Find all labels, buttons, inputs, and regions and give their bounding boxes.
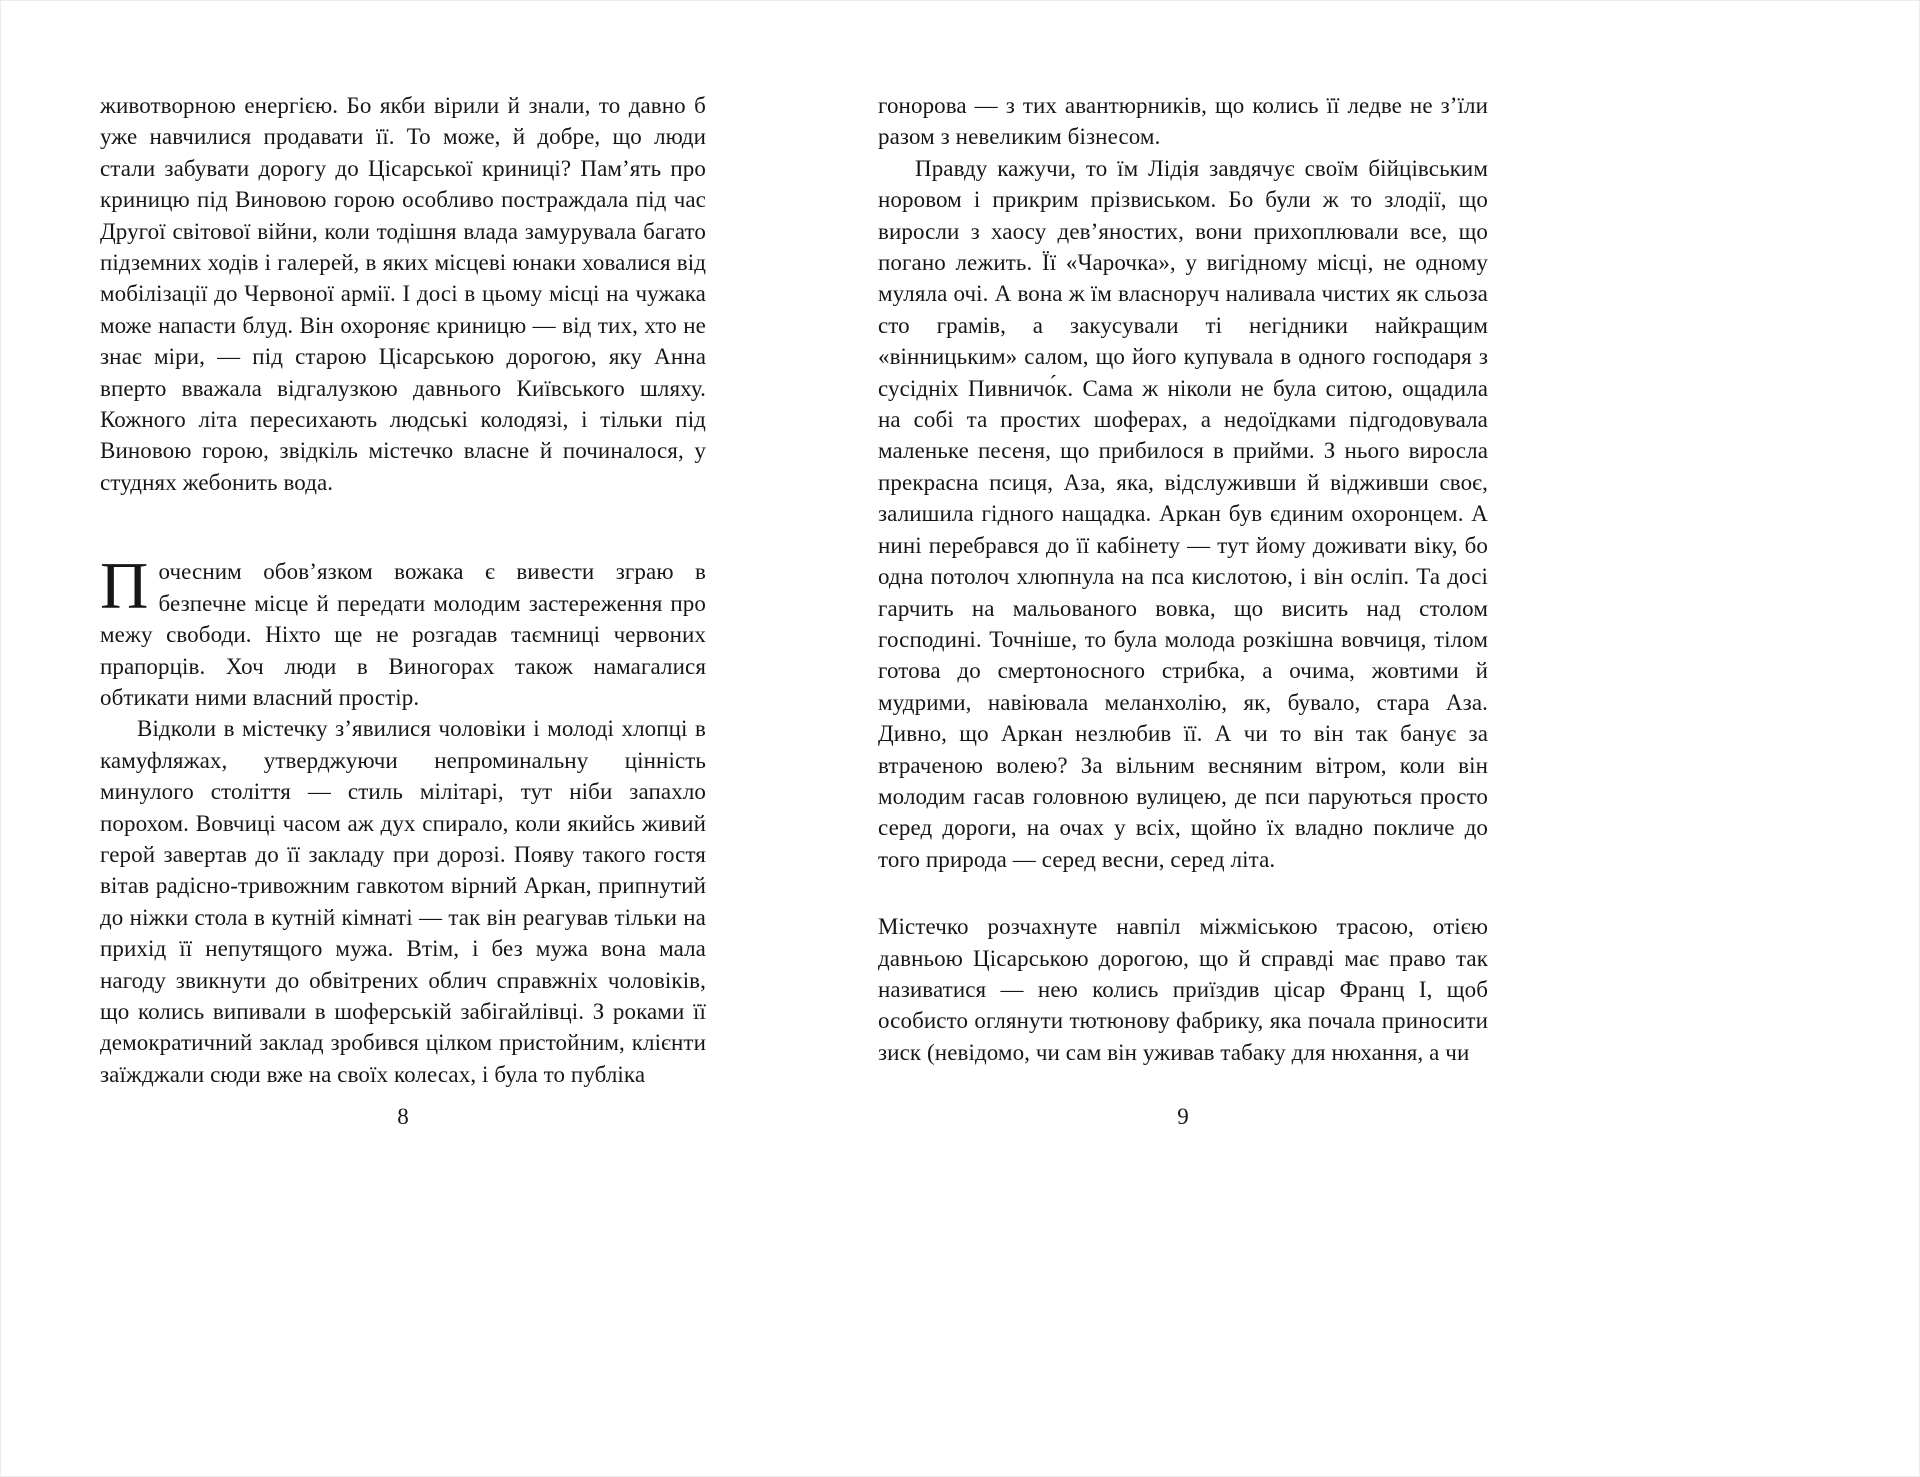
page-number-right: 9	[1177, 1104, 1189, 1129]
left-page-text-column	[100, 90, 706, 1090]
page-number-left: 8	[397, 1104, 409, 1129]
paragraph-continuation: гонорова — з тих авантюрників, що колись її ледве не з’їли разом з невеликим бізнесом.	[878, 93, 1488, 150]
paragraph-continuation: животворною енергією. Бо якби вірили й знали, то давно б уже навчилися продавати її. То може, й добре, що люди стали забувати дорогу до Цісарської криниці? Пам’ять про криницю під Виновою горою особливо постраждала під час Другої світової війни, коли тодішня влада замурувала багато підземних ходів і галерей, в яких місцеві юнаки ховалися від мобілізації до Червоної армії. І досі в цьому місці на чужака може напасти блуд. Він охороняє криницю — від тих, хто не знає міри, — під старою Цісарською дорогою, яку Анна вперто вважала відгалузкою давнього Київського шляху. Кожного літа пересихають людські колодязі, і тільки під Виновою горою, звідкіль містечко власне й починалося, у студнях жебонить вода.	[100, 93, 706, 495]
drop-cap-letter: П	[100, 549, 149, 624]
paragraph: Відколи в містечку з’явилися чоловіки і молоді хлопці в камуфляжах, утверджуючи непроминальну цінність минулого століття — стиль мілітарі, тут ніби запахло порохом. Вовчиці часом аж дух спирало, коли якийсь живий герой завертав до її закладу при дорозі. Появу такого гостя вітав радісно-тривожним гавкотом вірний Аркан, припнутий до ніжки стола в кутній кімнаті — так він реагував тільки на прихід її непутящого мужа. Втім, і без мужа вона мала нагоду звикнути до обвітрених облич справжніх чоловіків, що колись випивали в шоферській забігайлівці. З роками її демократичний заклад зробився цілком пристойним, клієнти заїжджали сюди вже на своїх колесах, і була то публіка	[100, 716, 706, 1087]
paragraph: Правду кажучи, то їм Лідія завдячує своїм бійцівським норовом і прикрим прізвиськом. Бо були ж то злодії, що виросли з хаосу дев’яностих, вони прихоплювали все, що погано лежить. Її «Чарочка», у вигідному місці, не одному муляла очі. А вона ж їм власноруч наливала чистих як сльоза сто грамів, а закусували ті негідники найкращим «вінницьким» салом, що його купувала в одного господаря з сусідніх Пивничо́к. Сама ж ніколи не була ситою, ощадила на собі та простих шоферах, а недоїдками підгодовувала маленьке песеня, що прибилося в прийми. З нього виросла прекрасна псиця, Аза, яка, відслуживши й відживши своє, залишила гідного нащадка. Аркан був єдиним охоронцем. А нині перебрався до її кабінету — тут йому доживати віку, бо одна потолоч хлюпнула на пса кислотою, і він осліп. Та досі гарчить на мальованого вовка, що висить над столом господині. Точніше, то була молода розкішна вовчиця, тілом готова до смертоносного стрибка, а очима, жовтими й мудрими, навіювала меланхолію, як, бувало, стара Аза. Дивно, що Аркан незлюбив її. А чи то він так банує за втраченою волею? За вільним весняним вітром, коли він молодим гасав головною вулицею, де пси паруються просто серед дороги, на очах у всіх, щойно їх владно покличе до того природа — серед весни, серед літа.	[878, 155, 1488, 872]
paragraph-text: очесним обов’язком вожака є вивести зграю в безпечне місце й передати молодим застереження про межу свободи. Ніхто ще не розгадав таємниці червоних прапорців. Хоч люди в Виногорах також намагалися обтикати ними власний простір.	[100, 559, 706, 710]
right-page-text-column	[878, 90, 1488, 1068]
paragraph-dropcap	[100, 549, 706, 713]
paragraph-section-start: Містечко розчахнуте навпіл міжміською трасою, отією давньою Цісарською дорогою, що й справді має право так називатися — нею колись приїздив цісар Франц І, щоб особисто оглянути тютюнову фабрику, яка почала приносити зиск (невідомо, чи сам він уживав табаку для нюхання, а чи	[878, 914, 1488, 1065]
